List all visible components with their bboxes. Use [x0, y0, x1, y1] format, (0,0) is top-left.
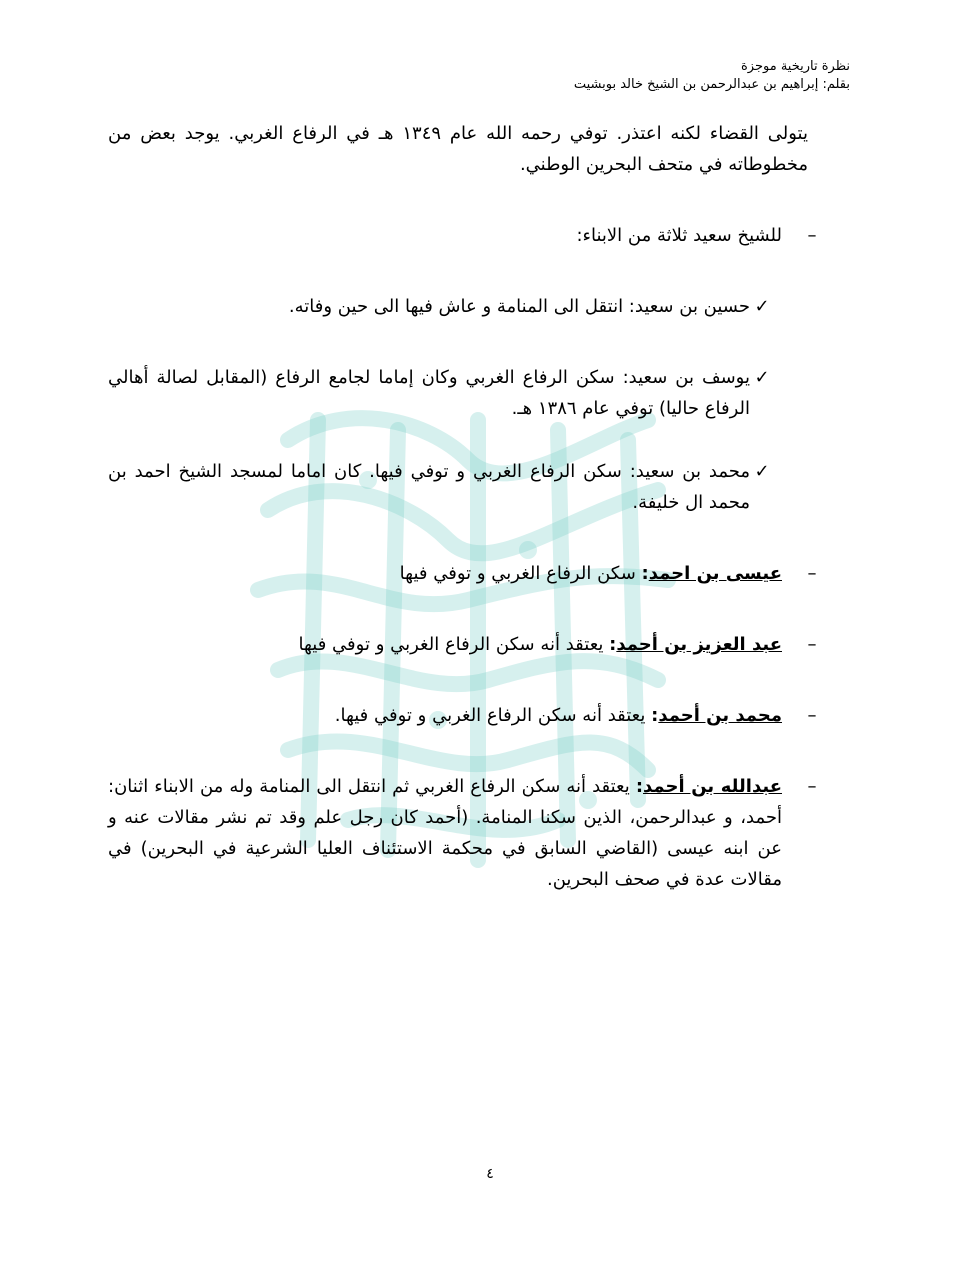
entry-name: محمد بن أحمد	[658, 705, 782, 726]
page-header	[130, 58, 850, 94]
entry-name: عبدالله بن أحمد	[643, 776, 782, 797]
sons-heading: للشيخ سعيد ثلاثة من الابناء:	[576, 225, 782, 246]
entry-item	[108, 558, 820, 589]
entry-item	[108, 629, 820, 660]
entry-text: سكن الرفاع الغربي و توفي فيها	[399, 563, 642, 584]
entry-colon: :	[651, 705, 659, 726]
entry-name: عبد العزيز بن أحمد	[616, 634, 782, 655]
entry-text: يعتقد أنه سكن الرفاع الغربي و توفي فيها	[298, 634, 610, 655]
son-text: حسين بن سعيد: انتقل الى المنامة و عاش فيها الى حين وفاته.	[288, 296, 750, 317]
entry-name: عيسى بن احمد	[648, 563, 782, 584]
checkmark-icon: ✓	[754, 367, 770, 388]
entry-item	[108, 700, 820, 731]
son-item	[108, 362, 820, 424]
dash-bullet: –	[807, 563, 817, 584]
son-item	[108, 456, 820, 518]
page-content	[108, 118, 820, 895]
sons-heading-item	[108, 220, 820, 251]
entry-colon: :	[641, 563, 649, 584]
son-text: يوسف بن سعيد: سكن الرفاع الغربي وكان إماما لجامع الرفاع (المقابل لصالة أهالي الرفاع حاليا) توفي عام ١٣٨٦ هـ.	[108, 367, 750, 419]
page-number: ٤	[486, 1166, 494, 1182]
entry-colon: :	[609, 634, 617, 655]
intro-paragraph: يتولى القضاء لكنه اعتذر. توفي رحمه الله عام ١٣٤٩ هـ في الرفاع الغربي. يوجد بعض من مخطوطاته في متحف البحرين الوطني.	[108, 123, 809, 175]
son-text: محمد بن سعيد: سكن الرفاع الغربي و توفي فيها. كان اماما لمسجد الشيخ احمد بن محمد ال خليفة.	[108, 461, 750, 513]
checkmark-icon: ✓	[754, 461, 770, 482]
son-item	[108, 291, 820, 322]
entry-text: يعتقد أنه سكن الرفاع الغربي ثم انتقل الى المنامة وله من الابناء اثنان: أحمد، و عبدالرحمن، الذين سكنا المنامة. (أحمد كان رجل علم وقد تم نشر مقالات عنه و عن ابنه عيسى (القاضي السابق في محكمة الاستئناف العليا الشرعية في البحرين) في مقالات عدة في صحف البحرين.	[108, 776, 782, 890]
checkmark-icon: ✓	[754, 296, 770, 317]
header-author: بقلم: إبراهيم بن عبدالرحمن بن الشيخ خالد بوبشيت	[573, 77, 850, 92]
dash-bullet: –	[807, 634, 817, 655]
entry-colon: :	[635, 776, 644, 797]
header-title: نظرة تاريخية موجزة	[741, 59, 850, 74]
entry-text: يعتقد أنه سكن الرفاع الغربي و توفي فيها.	[334, 705, 652, 726]
dash-bullet: –	[807, 776, 817, 797]
dash-bullet: –	[807, 705, 817, 726]
entry-item	[108, 771, 820, 895]
dash-bullet: –	[807, 225, 817, 246]
